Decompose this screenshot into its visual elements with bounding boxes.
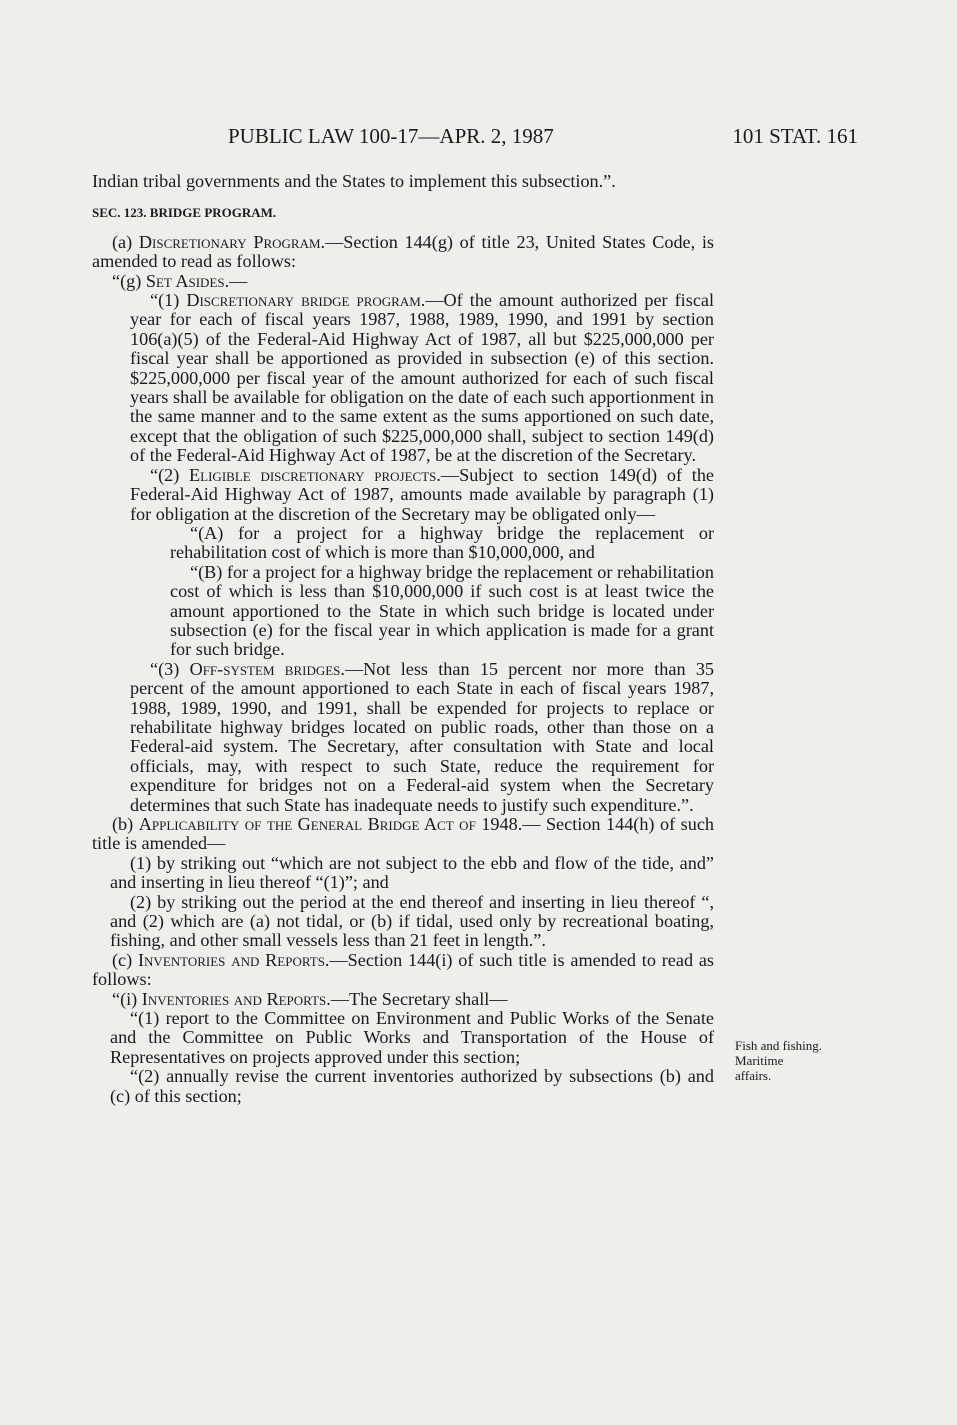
margin-note-line-1: Fish and fishing. (735, 1038, 823, 1053)
paragraph-1-label: “(1) (150, 290, 187, 311)
page-header (228, 124, 858, 154)
paragraph-continuation: Indian tribal governments and the States to implement this subsection.”. (92, 171, 616, 191)
subsection-i-label: “(i) (112, 988, 142, 1009)
paragraph-2-text: —Subject to section 149(d) of the Federal-Aid Highway Act of 1987, amounts made available by paragraph (1) for obligation at the discretion of the Secretary may be obligated only— (130, 464, 715, 524)
paragraph-3 (92, 660, 714, 815)
subsection-g-text: — (229, 270, 248, 291)
margin-note-line-3: affairs. (735, 1068, 772, 1083)
section-heading: SEC. 123. BRIDGE PROGRAM. (92, 205, 277, 221)
subparagraph-a: “(A) for a project for a highway bridge the replacement or rehabilitation cost of which is more than $10,000,000, and (170, 522, 714, 563)
paragraph-1 (92, 291, 714, 466)
header-page-number: 101 STAT. 161 (732, 124, 858, 148)
header-title: PUBLIC LAW 100-17—APR. 2, 1987 (228, 124, 554, 148)
subsection-a-text: —Section 144(g) of title 23, United States Code, is amended to read as follows: (92, 231, 714, 272)
margin-note-line-2: Maritime (735, 1053, 784, 1068)
paragraph-3-text: —Not less than 15 percent nor more than 35 percent of the amount apportioned to each State in each of fiscal years 1987, 1988, 1989, 1990, and 1991, shall be expended for projects to replace or rehabilitate highway bridges located on public roads, other than those on a Federal-aid system. The Secretary, after consultation with State and local officials, may, with respect to such State, reduce the requirement for expenditure for bridges not on a Federal-aid system when the Secretary determines that such State has inadequate needs to justify such expenditure.”. (130, 658, 715, 815)
subsection-b-label: (b) (112, 814, 139, 834)
subsection-c (92, 951, 714, 990)
subsection-i-heading: Inventories and Reports. (141, 988, 331, 1009)
subsection-a (92, 233, 714, 272)
subsection-b-item-2: (2) by striking out the period at the end thereof and inserting in lieu thereof “, and (2) which are (a) not tidal, or (b) if tidal, used only by recreational boating, fishing, and other small vessels less than 21 feet in length.”. (110, 891, 714, 951)
document-body (92, 172, 714, 1106)
subsection-b-item-1: (1) by striking out “which are not subject to the ebb and flow of the tide, and” and inserting in lieu thereof “(1)”; and (110, 852, 714, 893)
paragraph-2-heading: Eligible discretionary projects. (189, 464, 441, 485)
paragraph-2-label: “(2) (150, 464, 190, 485)
subsection-c-label: (c) (112, 949, 138, 970)
subsection-i-text: —The Secretary shall— (330, 988, 508, 1009)
subsection-b-text: 1948.— Section 144(h) of such title is amended— (92, 814, 714, 854)
paragraph-3-heading: Off-system bridges. (189, 658, 345, 679)
subsection-c-text: —Section 144(i) of such title is amended to read as follows: (92, 949, 714, 990)
subsection-b-heading: Applicability of the General Bridge Act of (138, 814, 476, 834)
paragraph-2 (92, 466, 714, 524)
paragraph-1-text: —Of the amount authorized per fiscal year for each of fiscal years 1987, 1988, 1989, 1990, and 1991 by section 106(a)(5) of the Federal-Aid Highway Act of 1987, all but $225,000,000 per fiscal year shall be apportioned as provided in subsection (e) of this section. $225,000,000 per fiscal year of the amount authorized for each of such fiscal years shall be available for obligation on the date of each such apportionment in the same manner and to the same extent as the sums apportioned on such date, except that the obligation of such $225,000,000 shall, subject to section 149(d) of the Federal-Aid Highway Act of 1987, be at the discretion of the Secretary. (130, 290, 715, 466)
subsection-i-item-1: “(1) report to the Committee on Environment and Public Works of the Senate and the Committee on Public Works and Transportation of the House of Representatives on projects approved under this section; (110, 1008, 714, 1067)
paragraph-3-label: “(3) (150, 658, 190, 679)
paragraph-1-heading: Discretionary bridge program. (186, 290, 426, 311)
subsection-b (92, 815, 714, 854)
subsection-i-item-2: “(2) annually revise the current inventories authorized by subsections (b) and (c) of this section; (110, 1066, 714, 1106)
subsection-c-heading: Inventories and Reports. (137, 949, 330, 970)
subsection-a-label: (a) (112, 231, 139, 252)
subsection-g (92, 272, 714, 291)
subsection-a-heading: Discretionary Program. (138, 231, 326, 252)
margin-note (735, 1038, 875, 1083)
subsection-i (92, 990, 714, 1009)
subparagraph-b: “(B) for a project for a highway bridge the replacement or rehabilitation cost of which is less than $10,000,000 if such cost is at least twice the amount apportioned to the State in which such bridge is located under subsection (e) for the fiscal year in which application is made for a grant for such bridge. (170, 561, 714, 660)
subsection-g-label: “(g) (112, 270, 146, 291)
subsection-g-heading: Set Asides. (145, 270, 230, 291)
